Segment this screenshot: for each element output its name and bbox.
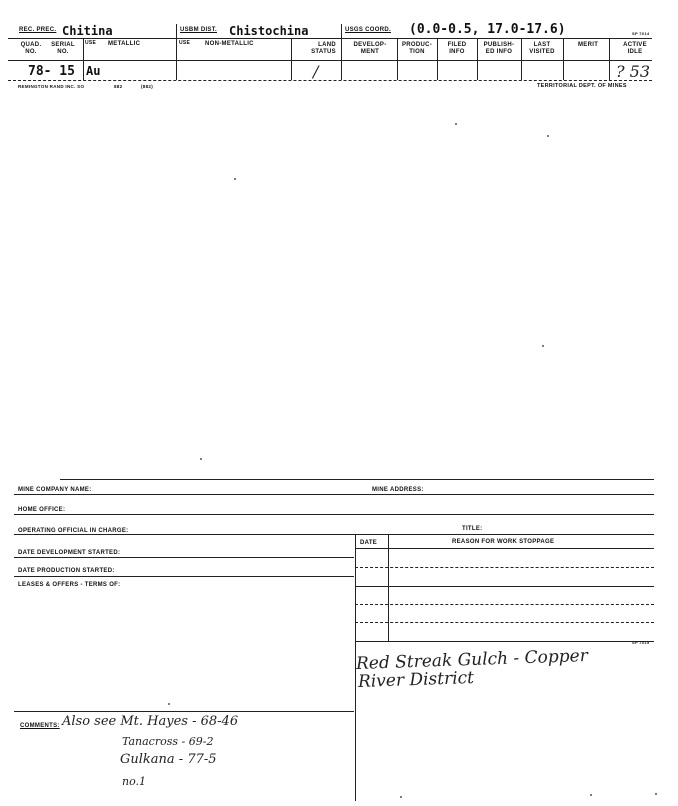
divider <box>477 38 478 80</box>
mine-address-label: MINE ADDRESS: <box>372 487 424 493</box>
date-development-label: DATE DEVELOPMENT STARTED: <box>18 550 121 556</box>
row-land-status: / <box>313 62 319 81</box>
title-label: TITLE: <box>462 526 483 532</box>
comment-line-2: Tanacross - 69-2 <box>122 735 214 748</box>
scan-speck <box>168 703 170 705</box>
divider <box>609 38 610 80</box>
line-reason-header <box>355 548 654 549</box>
col-quad-no: QUAD. NO. <box>20 42 42 55</box>
stoppage-row-5 <box>355 641 654 642</box>
divider <box>83 38 84 80</box>
row-metallic: Au <box>86 64 101 78</box>
form-number-2: SP 7015 <box>632 640 650 645</box>
line-official <box>14 534 654 535</box>
col-development: DEVELOP-MENT <box>353 42 387 55</box>
printer-imprint: REMINGTON RAND INC. SO <box>18 84 85 89</box>
stoppage-row-4 <box>355 622 654 623</box>
divider <box>291 38 292 80</box>
scan-speck <box>547 135 549 137</box>
comment-line-1: Also see Mt. Hayes - 68-46 <box>62 714 239 729</box>
row-quad-serial: 78- 15 <box>28 64 75 79</box>
divider <box>341 24 342 80</box>
date-col-header: DATE <box>360 540 378 546</box>
rec-prec-label: REC. PREC. <box>19 27 57 33</box>
comment-line-3: Gulkana - 77-5 <box>120 752 217 767</box>
stoppage-row-3 <box>355 604 654 605</box>
usgs-coord-value: (0.0-0.5, 17.0-17.6) <box>409 22 566 37</box>
divider <box>388 535 389 641</box>
lower-top-border <box>60 479 654 480</box>
col-production: PRODUC-TION <box>401 42 433 55</box>
divider <box>521 38 522 80</box>
divider <box>563 38 564 80</box>
line-comments <box>14 711 354 712</box>
usgs-coord-label: USGS COORD. <box>345 27 391 33</box>
printer-code-paren: (882) <box>141 84 154 89</box>
row-active-idle: ? 53 <box>616 62 651 81</box>
usbm-dist-label: USBM DIST. <box>180 27 218 33</box>
divider <box>176 24 177 80</box>
handwritten-location-line-1: Red Streak Gulch - Copper <box>355 645 589 675</box>
col-metallic: METALLIC <box>108 41 141 47</box>
rec-prec-value: Chitina <box>62 24 113 38</box>
reason-col-header: REASON FOR WORK STOPPAGE <box>452 539 555 545</box>
line-mine-company <box>14 494 654 495</box>
scan-speck <box>455 123 457 125</box>
col-merit: MERIT <box>578 42 599 48</box>
col-published-info: PUBLISH-ED INFO <box>483 42 515 55</box>
date-production-label: DATE PRODUCTION STARTED: <box>18 568 115 574</box>
divider <box>437 38 438 80</box>
col-active-idle: ACTIVE IDLE <box>623 42 647 55</box>
scan-speck <box>590 794 592 796</box>
col-last-visited: LAST VISITED <box>529 42 555 55</box>
handwritten-location-line-2: River District <box>357 667 475 693</box>
scan-speck <box>200 458 202 460</box>
col-filed-info: FILED INFO <box>447 42 467 55</box>
scan-speck <box>400 796 402 798</box>
form-number: SP 7014 <box>632 31 650 36</box>
comment-line-4: no.1 <box>122 775 147 788</box>
scan-speck <box>655 793 657 795</box>
scan-speck <box>542 345 544 347</box>
usbm-dist-value: Chistochina <box>229 24 309 38</box>
col-serial-no: SERIAL NO. <box>51 42 75 55</box>
leases-label: LEASES & OFFERS - TERMS OF: <box>18 582 121 588</box>
col-use-a: USE <box>85 40 97 46</box>
col-use-b: USE <box>179 40 191 46</box>
line-home-office <box>14 514 654 515</box>
line-date-development <box>14 557 354 558</box>
scan-speck <box>234 178 236 180</box>
stoppage-row-2 <box>355 586 654 587</box>
line-date-production <box>14 576 354 577</box>
mine-company-name-label: MINE COMPANY NAME: <box>18 487 92 493</box>
home-office-label: HOME OFFICE: <box>18 507 66 513</box>
col-land-status: LAND STATUS <box>311 42 336 55</box>
header-underline <box>8 60 652 61</box>
divider <box>397 38 398 80</box>
col-non-metallic: NON-METALLIC <box>205 41 254 47</box>
row-underline <box>8 80 652 81</box>
stoppage-row-1 <box>355 567 654 568</box>
operating-official-label: OPERATING OFFICIAL IN CHARGE: <box>18 528 129 534</box>
department-imprint: TERRITORIAL DEPT. OF MINES <box>537 83 627 89</box>
comments-label: COMMENTS: <box>20 723 60 729</box>
printer-code: 882 <box>114 84 123 89</box>
top-border <box>8 38 652 39</box>
